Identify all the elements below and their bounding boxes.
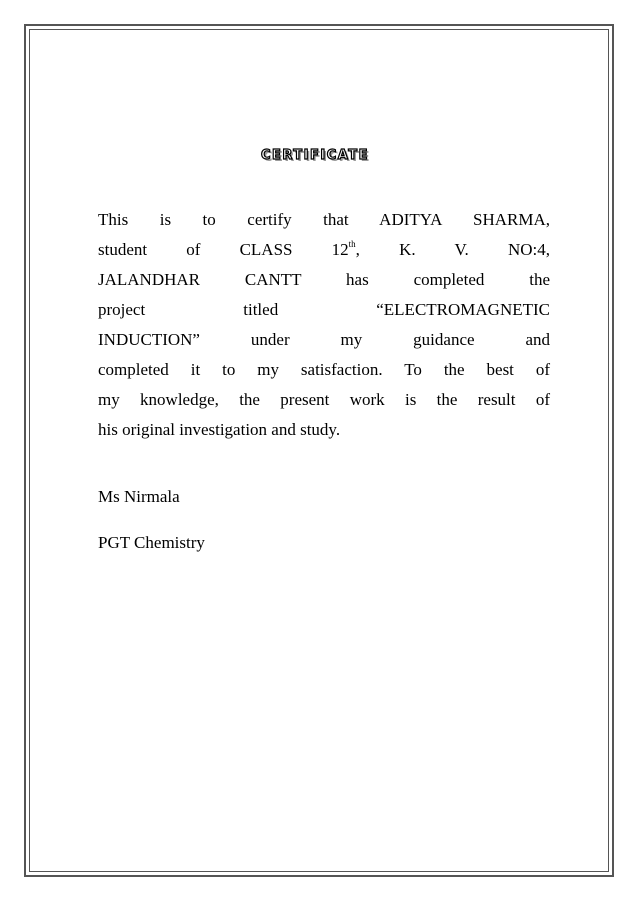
ordinal-suffix: th xyxy=(348,239,356,249)
paragraph-line-2-start: student of CLASS 12 xyxy=(98,240,349,259)
signature-block xyxy=(98,482,205,574)
paragraph-line-6: completed it to my satisfaction. To the best of xyxy=(98,360,550,379)
paragraph-line-3: JALANDHAR CANTT has completed the xyxy=(98,270,550,289)
paragraph-line-2 xyxy=(98,235,550,265)
paragraph-line-4: project titled “ELECTROMAGNETIC xyxy=(98,300,550,319)
certificate-heading-text: certificate xyxy=(260,142,370,164)
paragraph-line-7: my knowledge, the present work is the result of xyxy=(98,390,550,409)
certificate-heading xyxy=(0,130,638,167)
paragraph-line-8: his original investigation and study. xyxy=(98,420,341,439)
paragraph-line-2-end: , K. V. NO:4, xyxy=(355,240,550,259)
paragraph-line-1: This is to certify that ADITYA SHARMA, xyxy=(98,210,550,229)
certificate-paragraph xyxy=(98,205,550,445)
signatory-designation: PGT Chemistry xyxy=(98,533,205,552)
paragraph-line-5: INDUCTION” under my guidance and xyxy=(98,330,550,349)
signatory-name: Ms Nirmala xyxy=(98,487,180,506)
